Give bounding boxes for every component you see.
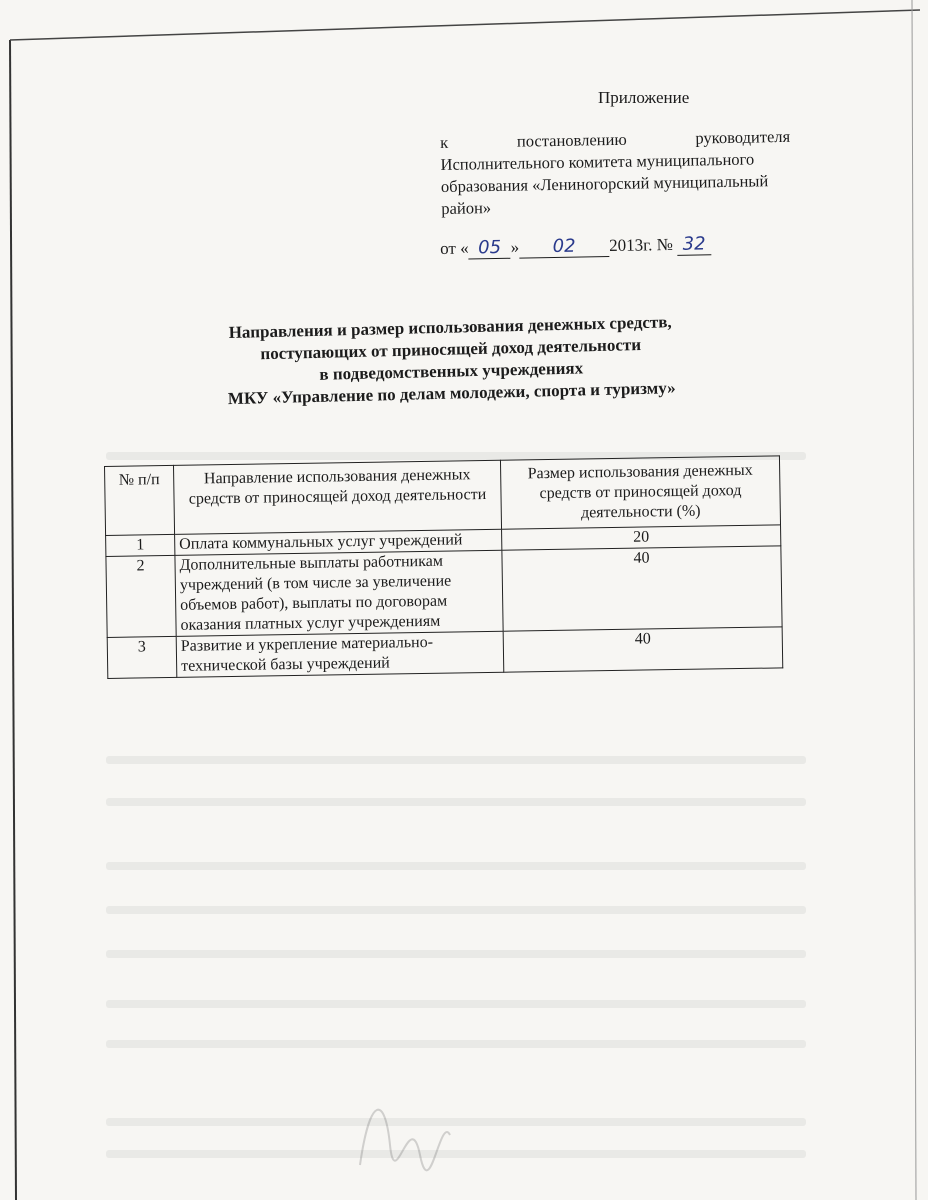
addressee-line-2: Исполнительного комитета муниципального bbox=[440, 149, 755, 174]
title-line: в подведомственных учреждениях bbox=[319, 358, 584, 384]
handwritten-month: 02 bbox=[519, 235, 609, 259]
title-line: МКУ «Управление по делам молодежи, спорта и туризму» bbox=[227, 378, 676, 409]
row-percent: 20 bbox=[502, 525, 781, 550]
row-percent: 40 bbox=[503, 627, 783, 672]
row-percent: 40 bbox=[502, 546, 782, 631]
date-prefix: от « bbox=[440, 238, 469, 258]
addressee-word: руководителя bbox=[695, 126, 791, 148]
signature-show-through bbox=[340, 1085, 460, 1175]
addressee-line-3: образования «Лениногорский муниципальный bbox=[440, 171, 769, 196]
header-direction: Направление использования денежных средств от приносящей доход деятельности bbox=[173, 460, 501, 534]
table-row bbox=[106, 546, 782, 638]
handwritten-day: 05 bbox=[468, 237, 510, 260]
title-line: поступающих от приносящей доход деятельности bbox=[260, 334, 642, 364]
show-through-line bbox=[106, 756, 806, 764]
row-direction: Развитие и укрепление материально-технической базы учреждений bbox=[176, 631, 504, 677]
header-number: № п/п bbox=[105, 465, 175, 535]
header-percent: Размер использования денежных средств от приносящей доход деятельности (%) bbox=[500, 456, 780, 529]
row-direction: Оплата коммунальных услуг учреждений bbox=[175, 529, 502, 555]
row-number: 1 bbox=[106, 534, 175, 556]
title-line: Направления и размер использования денежных средств, bbox=[228, 312, 672, 343]
addressee-word: постановлению bbox=[516, 129, 627, 151]
show-through-line bbox=[106, 1040, 806, 1048]
addressee-block bbox=[440, 126, 791, 220]
show-through-line bbox=[106, 906, 806, 914]
show-through-line bbox=[106, 1000, 806, 1008]
date-year: 2013г. № bbox=[608, 234, 674, 256]
row-number: 3 bbox=[107, 636, 177, 678]
row-direction: Дополнительные выплаты работникам учреждений (в том числе за увеличение объемов работ), выплаты по договорам оказания платных услуг учреждениям bbox=[175, 550, 503, 636]
allocation-table bbox=[104, 455, 783, 679]
handwritten-number: 32 bbox=[677, 233, 711, 256]
show-through-line bbox=[106, 798, 806, 806]
addressee-line-4: район» bbox=[441, 198, 492, 218]
show-through-line bbox=[106, 950, 806, 958]
document-title bbox=[190, 310, 712, 411]
show-through-line bbox=[106, 862, 806, 870]
date-mid: » bbox=[510, 237, 520, 257]
appendix-label: Приложение bbox=[598, 88, 690, 107]
addressee-word: к bbox=[440, 132, 449, 152]
table-header-row bbox=[105, 456, 781, 536]
row-number: 2 bbox=[106, 555, 176, 637]
